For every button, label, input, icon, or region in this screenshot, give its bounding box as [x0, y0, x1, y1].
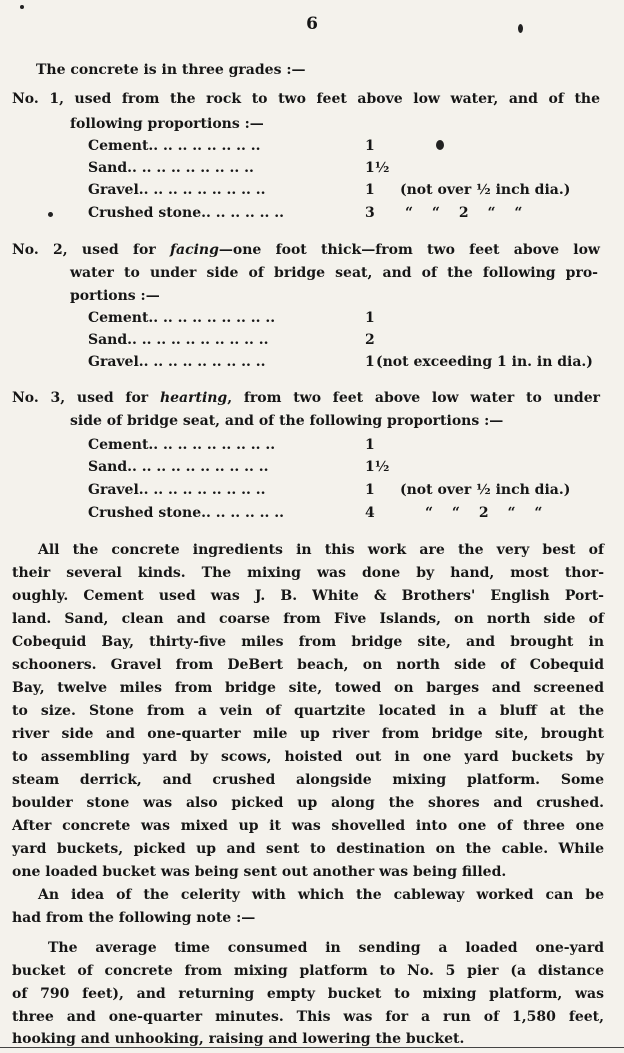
- para3-line: bucket of concrete from mixing platform to No. 5 pier (a distance: [12, 963, 604, 979]
- para3-line: of 790 feet), and returning empty bucket to mixing platform, was: [12, 986, 604, 1002]
- grade2-line1: [12, 242, 600, 258]
- grade2-line1-end: —one foot thick—from two feet above low: [218, 242, 600, 258]
- grade1-qty-sand: 1½: [365, 160, 390, 176]
- para1-line: to assembling yard by scows, hoisted out in one yard buckets by: [12, 749, 604, 765]
- page-number: 6: [306, 14, 318, 34]
- para1-line: schooners. Gravel from DeBert beach, on north side of Cobequid: [12, 657, 604, 673]
- para2-line: An idea of the celerity with which the cableway worked can be: [38, 887, 604, 903]
- para3-line: The average time consumed in sending a loaded one-yard: [48, 940, 604, 956]
- grade1-qty-crushed-stone: 3: [365, 205, 375, 221]
- grade3-line1: [12, 390, 600, 406]
- grade3-row-sand: Sand.. .. .. .. .. .. .. .. .. ..: [88, 459, 269, 475]
- para3-line: hooking and unhooking, raising and lowering the bucket.: [12, 1031, 465, 1047]
- para1-line: yard buckets, picked up and sent to destination on the cable. While: [12, 841, 604, 857]
- para1-line: Bay, twelve miles from bridge site, towed on barges and screened: [12, 680, 604, 696]
- para1-line: boulder stone was also picked up along the shores and crushed.: [12, 795, 604, 811]
- para1-line: All the concrete ingredients in this work are the very best of: [38, 542, 604, 558]
- para3-line: three and one-quarter minutes. This was for a run of 1,580 feet,: [12, 1009, 604, 1025]
- grade3-qty-gravel: 1: [365, 482, 375, 498]
- grade2-qty-cement: 1: [365, 310, 375, 326]
- ink-speck: [436, 140, 444, 150]
- grade1-qty-cement: 1: [365, 138, 375, 154]
- grade3-line2: side of bridge seat, and of the following proportions :—: [70, 413, 504, 429]
- grade2-row-cement: Cement.. .. .. .. .. .. .. .. ..: [88, 310, 276, 326]
- grade1-row-gravel: Gravel.. .. .. .. .. .. .. .. ..: [88, 182, 266, 198]
- grade2-row-sand: Sand.. .. .. .. .. .. .. .. .. ..: [88, 332, 269, 348]
- para1-line: oughly. Cement used was J. B. White & Brothers' English Port-: [12, 588, 604, 604]
- grade2-row-gravel: Gravel.. .. .. .. .. .. .. .. ..: [88, 354, 266, 370]
- para1-line: Cobequid Bay, thirty-five miles from bridge site, and brought in: [12, 634, 604, 650]
- grade2-line3: portions :—: [70, 288, 160, 304]
- grade2-qty-sand: 2: [365, 332, 375, 348]
- ink-speck: [518, 24, 523, 33]
- para1-line: river side and one-quarter mile up river from bridge site, brought: [12, 726, 604, 742]
- para1-line: one loaded bucket was being sent out another was being filled.: [12, 864, 507, 880]
- grade3-note-crushed-stone: “ “ 2 “ “: [425, 505, 543, 521]
- grade2-line2: water to under side of bridge seat, and of the following pro-: [70, 265, 598, 281]
- grade2-qty-gravel: 1: [365, 354, 375, 370]
- grade3-line1-end: , from two feet above low water to under: [227, 390, 600, 406]
- para1-line: steam derrick, and crushed alongside mixing platform. Some: [12, 772, 604, 788]
- grade2-facing-term: facing: [169, 242, 219, 258]
- ink-speck: [20, 5, 24, 9]
- grade1-row-cement: Cement.. .. .. .. .. .. .. ..: [88, 138, 261, 154]
- para2-line: had from the following note :—: [12, 910, 256, 926]
- grade3-row-cement: Cement.. .. .. .. .. .. .. .. ..: [88, 437, 276, 453]
- grade3-row-gravel: Gravel.. .. .. .. .. .. .. .. ..: [88, 482, 266, 498]
- grade1-note-crushed-stone: “ “ 2 “ “: [405, 205, 523, 221]
- grade1-qty-gravel: 1: [365, 182, 375, 198]
- para1-line: their several kinds. The mixing was done by hand, most thor-: [12, 565, 604, 581]
- para1-line: After concrete was mixed up it was shovelled into one of three one: [12, 818, 604, 834]
- ink-speck: [48, 212, 53, 217]
- bottom-rule: [0, 1047, 624, 1048]
- grade3-note-gravel: (not over ½ inch dia.): [400, 482, 571, 498]
- grade3-qty-crushed-stone: 4: [365, 505, 375, 521]
- para1-line: to size. Stone from a vein of quartzite located in a bluff at the: [12, 703, 604, 719]
- grade3-line1-start: No. 3, used for: [12, 390, 160, 406]
- grade1-line1: No. 1, used from the rock to two feet above low water, and of the: [12, 91, 600, 107]
- grade1-note-gravel: (not over ½ inch dia.): [400, 182, 571, 198]
- grade3-row-crushed-stone: Crushed stone.. .. .. .. .. ..: [88, 505, 284, 521]
- grade1-row-sand: Sand.. .. .. .. .. .. .. .. ..: [88, 160, 254, 176]
- grade2-line1-start: No. 2, used for: [12, 242, 170, 258]
- grade1-line2: following proportions :—: [70, 116, 264, 132]
- grade3-qty-cement: 1: [365, 437, 375, 453]
- para1-line: land. Sand, clean and coarse from Five Islands, on north side of: [12, 611, 604, 627]
- grade2-note-gravel: (not exceeding 1 in. in dia.): [376, 354, 593, 370]
- grade3-qty-sand: 1½: [365, 459, 390, 475]
- intro-line: The concrete is in three grades :—: [36, 62, 306, 78]
- grade1-row-crushed-stone: Crushed stone.. .. .. .. .. ..: [88, 205, 284, 221]
- grade3-hearting-term: hearting: [159, 390, 228, 406]
